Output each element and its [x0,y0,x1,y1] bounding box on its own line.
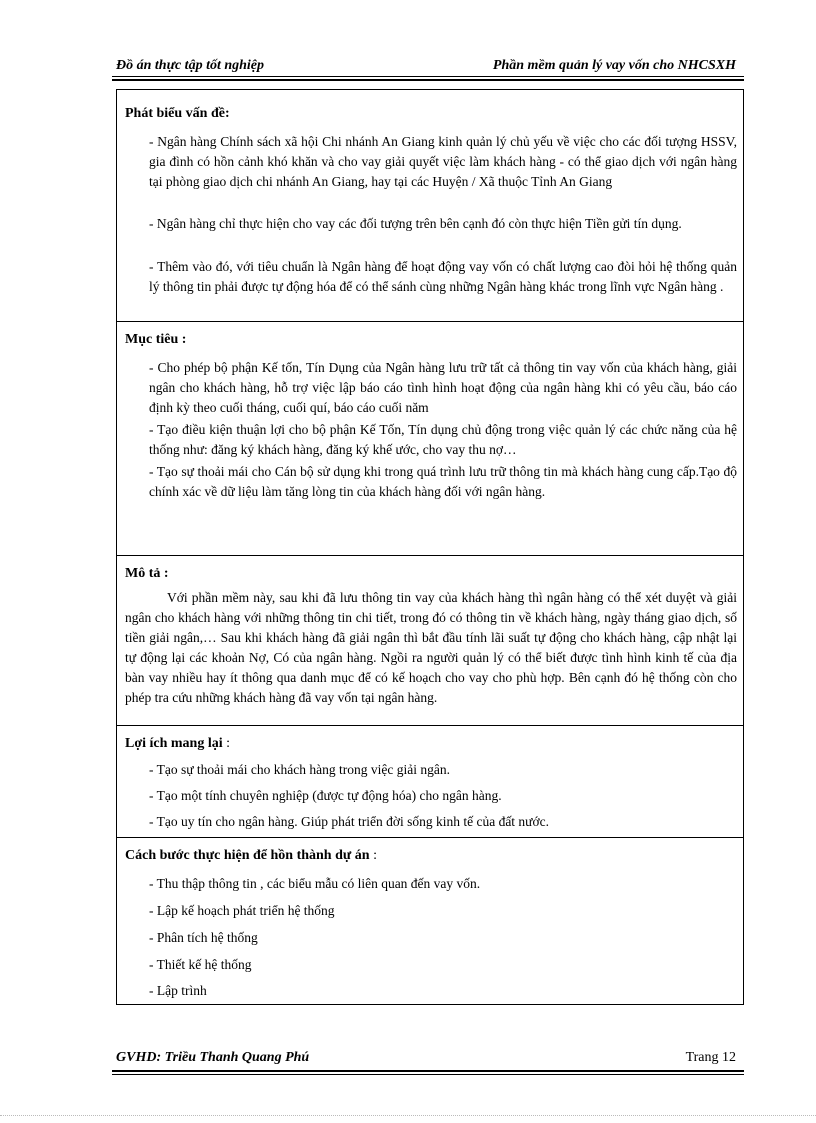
header-rule-thin [112,76,744,77]
page-footer [116,1050,740,1070]
section-title [125,736,230,752]
footer-rule-thin [112,1074,744,1075]
list-item: - Phân tích hệ thống [149,930,258,945]
section-title: Mô tả : [125,566,169,581]
list-item: - Tạo uy tín cho ngân hàng. Giúp phát triển đời sống kinh tế của đất nước. [149,814,550,829]
section-title: Phát biểu vấn đề: [125,106,230,121]
section-title [125,848,377,864]
section-title-text: Lợi ích mang lại [125,736,223,751]
header-title-left: Đồ án thực tập tốt nghiệp [116,58,265,73]
section-title-suffix: : [369,848,377,863]
page-header [116,56,740,76]
list-item: - Tạo sự thoải mái cho khách hàng trong việc giải ngân. [149,762,450,777]
paragraph: - Ngân hàng chỉ thực hiện cho vay các đối tượng trên bên cạnh đó còn thực hiện Tiền gửi tín dụng. [149,216,682,231]
page-break-line [0,1115,816,1116]
page-number: Trang 12 [685,1050,736,1065]
section-title-text: Cách bước thực hiện để hồn thành dự án [125,848,370,863]
content-table [116,89,744,1005]
advisor-name: GVHD: Triều Thanh Quang Phú [116,1050,310,1065]
list-item: - Lập kế hoạch phát triển hệ thống [149,903,335,918]
section-description [117,556,743,726]
list-item: - Tạo một tính chuyên nghiệp (được tự động hóa) cho ngân hàng. [149,788,502,803]
footer-rule-thick [112,1070,744,1072]
list-item: - Lập trình [149,983,207,998]
list-item: - Thiết kế hệ thống [149,957,252,972]
paragraph: - Thêm vào đó, với tiêu chuẩn là Ngân hàng để hoạt động vay vốn có chất lượng cao đòi hỏi hệ thống quản lý thông tin phải được tự động hóa để có thể sánh cùng những Ngân hàng khác trong lĩnh vực Ngân hàng . [149,259,737,294]
section-problem-statement [117,90,743,322]
header-rule-thick [112,79,744,81]
section-title: Mục tiêu : [125,332,187,347]
section-title-suffix: : [222,736,230,751]
paragraph: - Cho phép bộ phận Kế tốn, Tín Dụng của Ngân hàng lưu trữ tất cả thông tin vay vốn của khách hàng, giải ngân cho khách hàng, hỗ trợ việc lập báo cáo tình hình hoạt động của ngân hàng khi có yêu cầu, báo cáo định kỳ theo cuối tháng, cuối quí, báo cáo cuối năm [149,360,737,415]
list-item: - Thu thập thông tin , các biểu mẫu có liên quan đến vay vốn. [149,876,481,891]
header-title-right: Phần mềm quản lý vay vốn cho NHCSXH [492,58,736,73]
paragraph: - Tạo sự thoải mái cho Cán bộ sử dụng khi trong quá trình lưu trữ thông tin mà khách hàng cung cấp.Tạo độ chính xác về dữ liệu làm tăng lòng tin của khách hàng đối với ngân hàng. [149,464,737,499]
section-goals [117,322,743,556]
paragraph: Với phần mềm này, sau khi đã lưu thông tin vay của khách hàng thì ngân hàng có thể xét duyệt và giải ngân cho khách hàng với những thông tin chi tiết, trong đó có thông tin về khách hàng, ngày tháng giao dịch, số tiền giải ngân,… Sau khi khách hàng đã giải ngân thì bắt đầu tính lãi suất tự động cho khách hàng, cập nhật lại tự động lại các khoản Nợ, Có của ngân hàng. Ngồi ra người quản lý có thể biết được tình hình kinh tế của địa bàn vay nhiều hay ít thông qua danh mục để có kế hoạch cho vay cho phù hợp. Bên cạnh đó hệ thống còn cho phép tra cứu những khách hàng đã vay vốn tại ngân hàng. [125,590,737,705]
section-benefits [117,726,743,838]
paragraph: - Tạo điều kiện thuận lợi cho bộ phận Kế Tốn, Tín dụng chủ động trong việc quản lý các chức năng của hệ thống như: đăng ký khách hàng, đăng ký khế ước, cho vay thu nợ… [149,422,737,457]
paragraph: - Ngân hàng Chính sách xã hội Chi nhánh An Giang kinh quản lý chủ yếu về việc cho các đối tượng HSSV, gia đình có hồn cảnh khó khăn và cho vay giải quyết việc làm khách hàng - có thể giao dịch với ngân hàng tại phòng giao dịch chi nhánh An Giang, hay tại các Huyện / Xã thuộc Tỉnh An Giang [149,134,737,189]
section-steps [117,838,743,1004]
